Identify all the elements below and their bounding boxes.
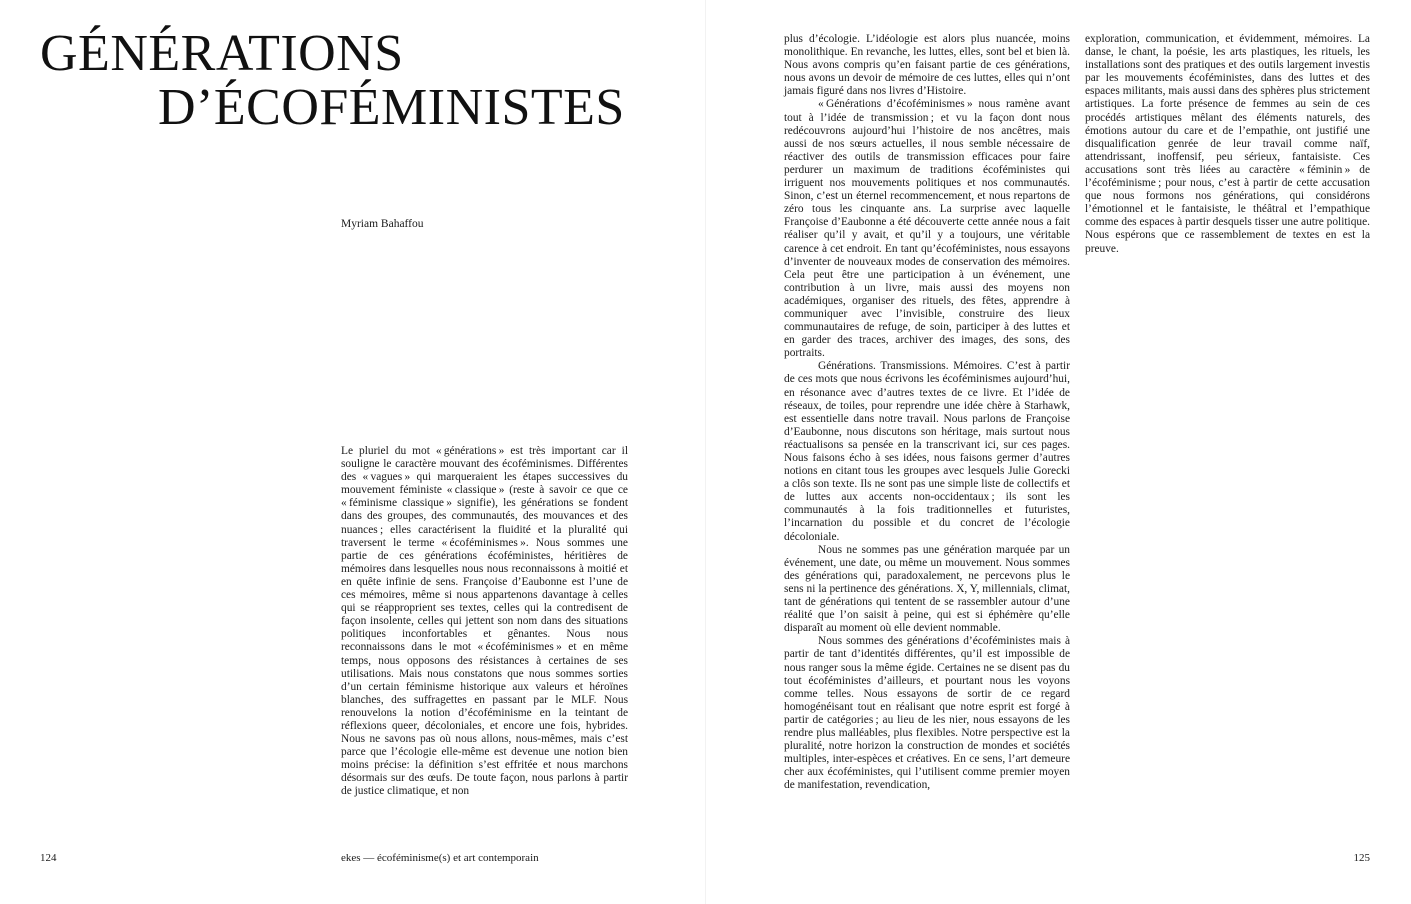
paragraph: « Générations d’écoféminismes » nous ramène avant tout à l’idée de transmission ; et vu la façon dont nous redécouvrons aujourd’hui l’histoire de nos ancêtres, mais aussi de nos sœurs actuelles, il nous semble nécessaire de réactiver des outils de transmission efficaces pour faire perdurer un maximum de traditions écoféministes qui irriguent nos mouvements politiques et nos communautés. Sinon, c’est un éternel recommencement, et nous repartons de zéro tous les cinquante ans. La surprise avec laquelle Françoise d’Eaubonne a été découverte cette année nous a fait réaliser qu’il y avait, et qu’il y a toujours, une véritable carence à cet endroit. En tant qu’écoféministes, nous essayons d’inventer de nouveaux modes de conservation des mémoires. Cela peut être une participation à un événement, une contribution à un livre, mais aussi des moyens non académiques, organiser des rituels, des fêtes, apprendre à communiquer avec l’invisible, construire des lieux communautaires de refuge, de soin, participer à des luttes et en garder des traces, archiver des images, des sons, des portraits. xyxy=(784,98,1070,360)
article-title-line-1: GÉNÉRATIONS xyxy=(40,25,404,82)
paragraph: Générations. Transmissions. Mémoires. C’est à partir de ces mots que nous écrivons les écoféminismes aujourd’hui, en résonance avec d’autres textes de ce livre. Et l’idée de réseaux, de toiles, pour reprendre une idée chère à Starhawk, est essentielle dans notre travail. Nous parlons de Françoise d’Eaubonne, nous discutons son héritage, mais surtout nous réactualisons sa pensée en la transcrivant ici, sur ces pages. Nous faisons écho à ses idées, nous faisons germer d’autres notions en citant tous les groupes avec lesquels Julie Gorecki a clôs son texte. Ils ne sont pas une simple liste de collectifs et de luttes aux accents non-occidentaux ; ils sont les communautés à la fois traditionnelles et futuristes, l’incarnation du possible et du concret de l’écologie décoloniale. xyxy=(784,360,1070,543)
page-number-right: 125 xyxy=(1353,852,1370,864)
paragraph: Le pluriel du mot « générations » est très important car il souligne le caractère mouvant des écoféminismes. Différentes des « vagues » qui marqueraient les étapes successives du mouvement féministe « classique » (reste à savoir ce que ce « féminisme classique » signifie), les générations se fondent dans des groupes, des communautés, des mouvances et des nuances ; elles caractérisent la fluidité et la pluralité qui traversent le terme « écoféminismes ». Nous sommes une partie de ces générations écoféministes, héritières de mémoires dans lesquelles nous nous reconnaissons à moitié et en quête infinie de sens. Françoise d’Eaubonne est l’une de ces mémoires, même si nous appartenons davantage à celles qui se réapproprient ses textes, celles qui la contredisent de façon insolente, celles qui jettent son nom dans des situations politiques inconfortables et gênantes. Nous nous reconnaissons dans le mot « écoféminismes » et en même temps, nous opposons des résistances à certaines de ses utilisations. Mais nous constatons que nous sommes sorties d’un certain féminisme historique aux valeurs et héroïnes blanches, des suffragettes en passant par le MLF. Nous renouvelons la notion d’écoféminisme en la teintant de réflexions queer, décoloniales, et encore une fois, hybrides. Nous ne savons pas où nous allons, nous-mêmes, mais c’est parce que l’écologie elle-même est devenue une notion bien moins précise: la définition s’est effritée et nous marchons désormais sur des œufs. De toute façon, nous parlons à partir de justice climatique, et non xyxy=(341,445,628,798)
page-number-left: 124 xyxy=(40,852,57,864)
paragraph: plus d’écologie. L’idéologie est alors plus nuancée, moins monolithique. En revanche, les luttes, elles, sont bel et bien là. Nous avons compris qu’en faisant partie de ces générations, nous avons un devoir de mémoire de ces luttes, elles qui n’ont jamais figuré dans nos livres d’Histoire. xyxy=(784,33,1070,98)
paragraph: Nous ne sommes pas une génération marquée par un événement, une date, ou même un mouvement. Nous sommes des générations qui, paradoxalement, ne percevons plus le sens ni la pertinence des générations. X, Y, millennials, climat, tant de générations qui tentent de se rassembler autour d’une réalité que l’on saisit à peine, qui est si éphémère qu’elle disparaît au moment où elle devient nommable. xyxy=(784,543,1070,635)
text-column-1 xyxy=(341,445,628,799)
text-column-3 xyxy=(1085,33,1370,256)
article-title-line-2: D’ÉCOFÉMINISTES xyxy=(158,79,625,136)
text-column-2 xyxy=(784,33,1070,792)
running-title: ekes — écoféminisme(s) et art contemporain xyxy=(341,852,539,864)
page-gutter xyxy=(705,0,706,904)
paragraph: exploration, communication, et évidemment, mémoires. La danse, le chant, la poésie, les arts plastiques, les rituels, les installations sont des pratiques et des outils largement investis par les mouvements écoféministes, dans des luttes et des espaces militants, mais aussi dans des sphères plus strictement artistiques. La forte présence de femmes au sein de ces procédés artistiques mêlant des éléments naturels, des émotions autour du care et de l’empathie, ont justifié une disqualification genrée de leur travail comme naïf, attendrissant, inoffensif, peu sérieux, fantaisiste. Ces accusations sont très liées au caractère « féminin » de l’écoféminisme ; pour nous, c’est à partir de cette accusation que nous formons nos générations, qui considérons l’émotionnel et le fantaisiste, le théâtral et l’empathique comme des espaces à partir desquels tisser une autre politique. Nous espérons que ce rassemblement de textes en est la preuve. xyxy=(1085,33,1370,255)
paragraph: Nous sommes des générations d’écoféministes mais à partir de tant d’identités différentes, qu’il est impossible de nous ranger sous la même égide. Certaines ne se disent pas du tout écoféministes d’ailleurs, et pourtant nous les voyons comme telles. Nous essayons de sortir de ce regard homogénéisant tout en réalisant que notre esprit est forgé à partir de catégories ; au lieu de les nier, nous essayons de les rendre plus malléables, plus flexibles. Notre perspective est la pluralité, notre horizon la construction de mondes et sociétés multiples, inter-espèces et créatives. En ce sens, l’art demeure cher aux écoféministes, qui l’utilisent comme premier moyen de manifestation, revendication, xyxy=(784,635,1070,792)
author-name: Myriam Bahaffou xyxy=(341,218,424,230)
